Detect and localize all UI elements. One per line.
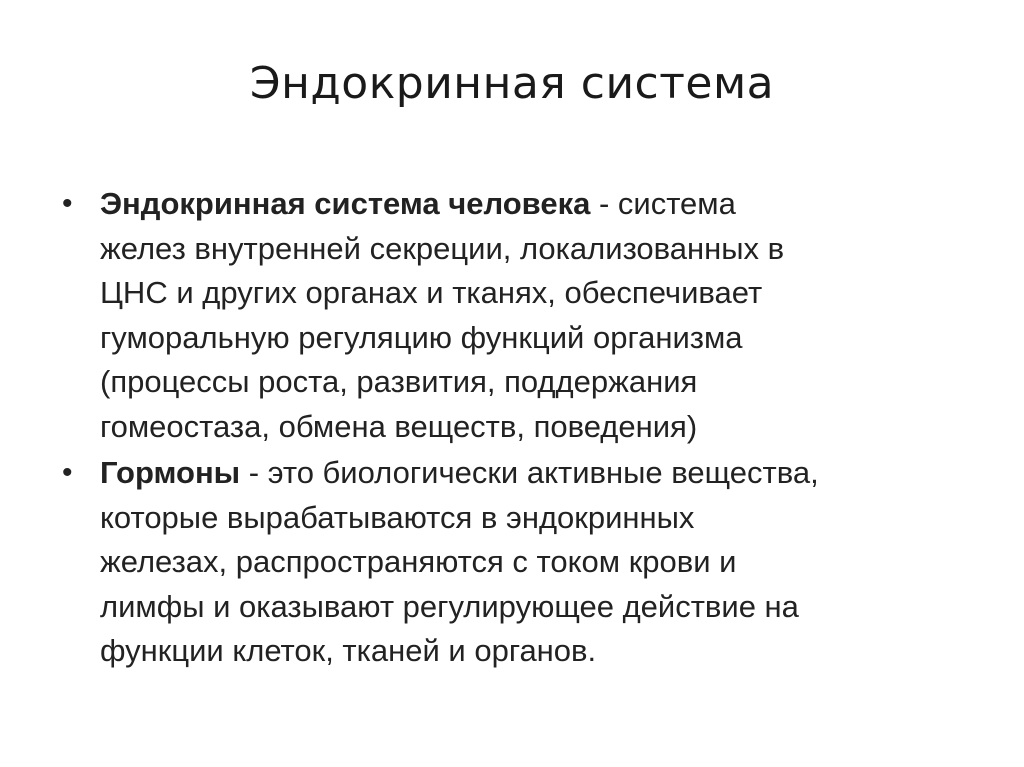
bullet-term: Эндокринная система человека: [100, 186, 591, 221]
bullet-text-line: гомеостаза, обмена веществ, поведения): [100, 408, 698, 444]
bullet-text: - это биологически активные вещества,: [240, 455, 819, 490]
bullet-list: [62, 182, 982, 676]
bullet-text: - система: [590, 186, 736, 221]
bullet-text-line: желез внутренней секреции, локализованных в: [100, 230, 785, 266]
bullet-text-line: железах, распространяются с током крови и: [100, 544, 737, 579]
bullet-first-line: [100, 182, 982, 227]
bullet-text-line: гуморальную регуляцию функций организма: [100, 319, 743, 355]
bullet-item-hormones: [62, 451, 982, 674]
slide-title: Эндокринная система: [249, 58, 775, 109]
bullet-text-line: (процессы роста, развития, поддержания: [100, 364, 698, 399]
bullet-text-line: ЦНС и других органах и тканях, обеспечивает: [100, 275, 763, 310]
bullet-text-line: функции клеток, тканей и органов.: [100, 633, 597, 668]
bullet-first-line: [100, 451, 982, 496]
bullet-marker: •: [62, 456, 73, 489]
bullet-item-endocrine-system: [62, 182, 982, 449]
bullet-term: Гормоны: [100, 455, 241, 490]
bullet-text-line: лимфы и оказывают регулирующее действие на: [100, 588, 799, 624]
bullet-marker: •: [62, 187, 73, 220]
bullet-text-line: которые вырабатываются в эндокринных: [100, 499, 695, 535]
